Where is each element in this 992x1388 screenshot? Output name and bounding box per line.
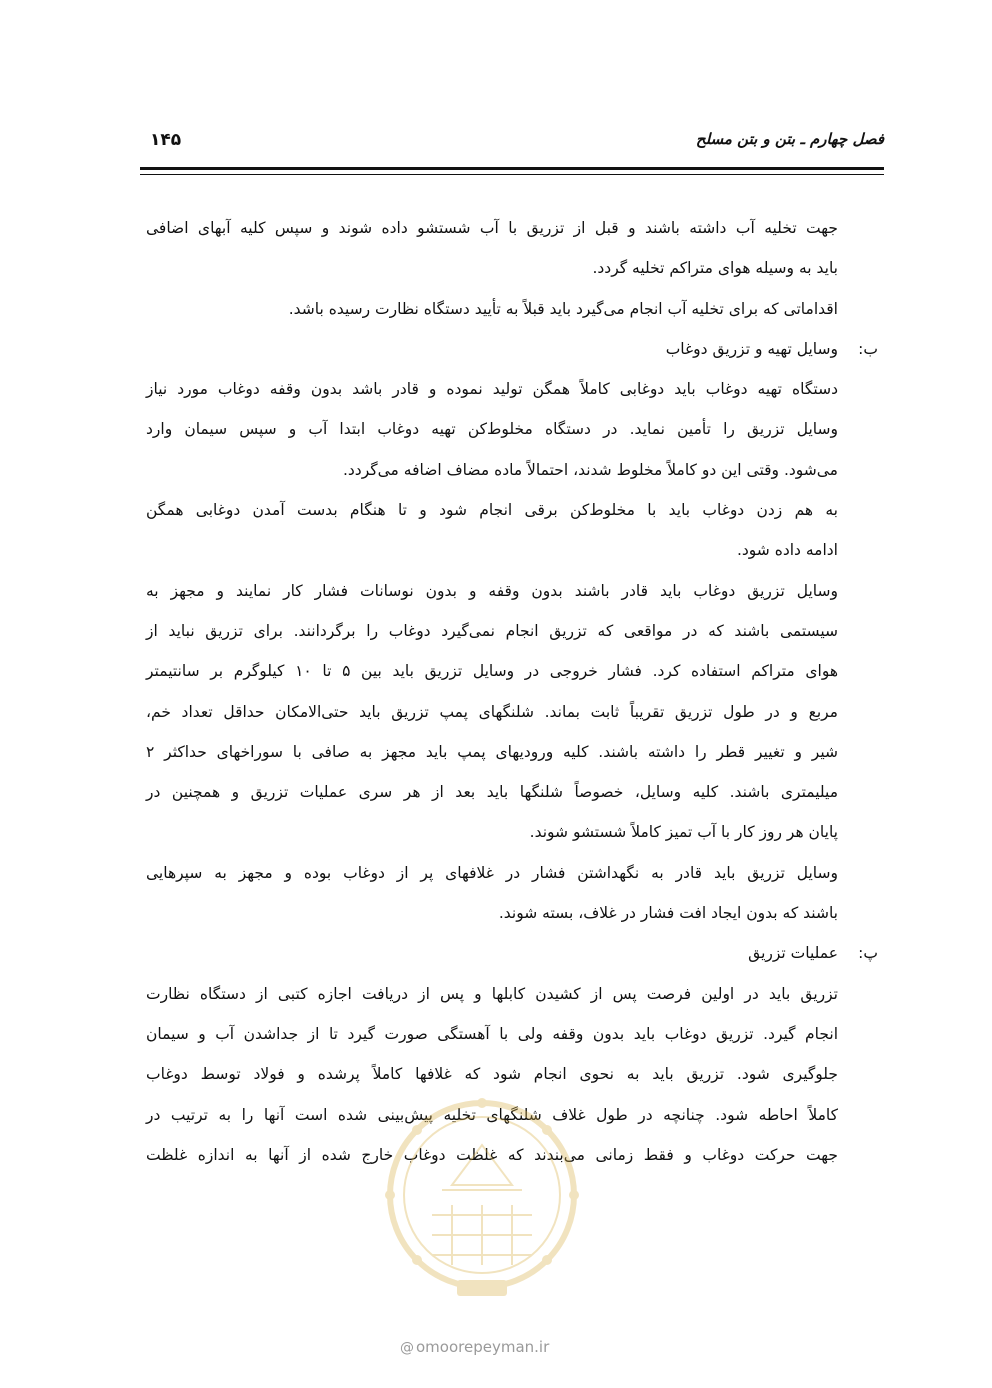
watermark-link: @ omoorepeyman.ir — [400, 1338, 550, 1356]
intro-paragraphs — [146, 208, 838, 329]
page-number: ۱۴۵ — [150, 130, 182, 150]
at-sign-icon: @ — [400, 1340, 414, 1356]
page-header — [150, 130, 884, 156]
header-rule-thick — [140, 167, 884, 170]
section-b-heading — [146, 329, 878, 369]
text-line: اقداماتی که برای تخلیه آب انجام می‌گیرد باید قبلاً به تأیید دستگاه نظارت رسیده باشد. — [288, 299, 838, 318]
text-line: جلوگیری شود. تزریق باید به نحوی انجام شود که غلافها کاملاً پرشده و فولاد توسط دوغاب — [146, 1065, 838, 1084]
text-line: باید به وسیله هوای متراکم تخلیه گردد. — [592, 259, 838, 278]
text-line: جهت حرکت دوغاب و فقط زمانی می‌بندند که غلظت دوغاب خارج شده از آنها به اندازه غلظت — [146, 1145, 838, 1164]
section-p-marker: پ: — [858, 944, 878, 963]
text-line: وسایل تزریق دوغاب باید قادر باشند بدون وقفه و بدون نوسانات فشار کار نمایند و مجهز به — [146, 581, 838, 600]
text-line: پایان هر روز کار با آب تمیز کاملاً شستشو شوند. — [529, 823, 838, 842]
page-body — [146, 208, 878, 1175]
text-line: باشند که بدون ایجاد افت فشار در غلاف، بسته شوند. — [498, 904, 838, 923]
header-rule-thin — [140, 174, 884, 175]
text-line: جهت تخلیه آب داشته باشند و قبل از تزریق با آب شستشو داده شوند و سپس کلیه آبهای اضافی — [146, 219, 838, 237]
chapter-title: فصل چهارم ـ بتن و بتن مسلح — [695, 130, 884, 148]
text-line: انجام گیرد. تزریق دوغاب باید بدون وقفه ولی با آهستگی صورت گیرد تا از جداشدن آب و سیمان — [146, 1024, 838, 1043]
section-p-heading — [146, 933, 878, 973]
watermark-seal-icon — [382, 1095, 582, 1315]
text-line: شیر و تغییر قطر را داشته باشند. کلیه ورودیهای پمپ باید مجهز به صافی با سوراخهای حداکثر ۲ — [146, 742, 838, 761]
text-line: به هم زدن دوغاب باید با مخلوط‌کن برقی انجام شود و تا هنگام بدست آمدن دوغابی همگن — [146, 501, 838, 520]
section-b-title: وسایل تهیه و تزریق دوغاب — [665, 339, 838, 358]
text-line: تزریق باید در اولین فرصت پس از کشیدن کابلها و پس از دریافت اجازه کتبی از دستگاه نظارت — [146, 984, 838, 1003]
text-line: وسایل تزریق را تأمین نماید. در دستگاه مخلوط‌کن تهیه دوغاب ابتدا آب و سپس سیمان وارد — [146, 420, 838, 439]
section-p-title: عملیات تزریق — [748, 944, 838, 963]
text-line: مربع و در طول تزریق تقریباً ثابت بماند. شلنگهای پمپ تزریق باید حتی‌الامکان حداقل تعداد خم، — [146, 702, 838, 721]
text-line: هوای متراکم استفاده کرد. فشار خروجی در وسایل تزریق باید بین ۵ تا ۱۰ کیلوگرم بر سانتیمتر — [146, 662, 838, 681]
section-b-marker: ب: — [858, 339, 878, 358]
section-b-body — [146, 369, 838, 933]
text-line: میلیمتری باشند. کلیه وسایل، خصوصاً شلنگها باید بعد از هر سری عملیات تزریق و همچنین در — [146, 783, 838, 802]
text-line: می‌شود. وقتی این دو کاملاً مخلوط شدند، احتمالاً ماده مضاف اضافه می‌گردد. — [342, 460, 838, 479]
text-line: دستگاه تهیه دوغاب باید دوغابی کاملاً همگن تولید نموده و قادر باشد بدون وقفه دوغاب مورد نیاز — [146, 380, 838, 399]
text-line: ادامه داده شود. — [736, 541, 838, 560]
text-line: وسایل تزریق باید قادر به نگهداشتن فشار در غلافهای پر از دوغاب بوده و مجهز به سپرهایی — [146, 863, 838, 882]
text-line: کاملاً احاطه شود. چنانچه در طول غلاف شلنگهای تخلیه پیش‌بینی شده است آنها را به ترتیب در — [146, 1105, 838, 1124]
text-line: سیستمی باشند که در مواقعی که تزریق انجام نمی‌گیرد دوغاب را برگردانند. برای تزریق نباید از — [146, 621, 838, 640]
